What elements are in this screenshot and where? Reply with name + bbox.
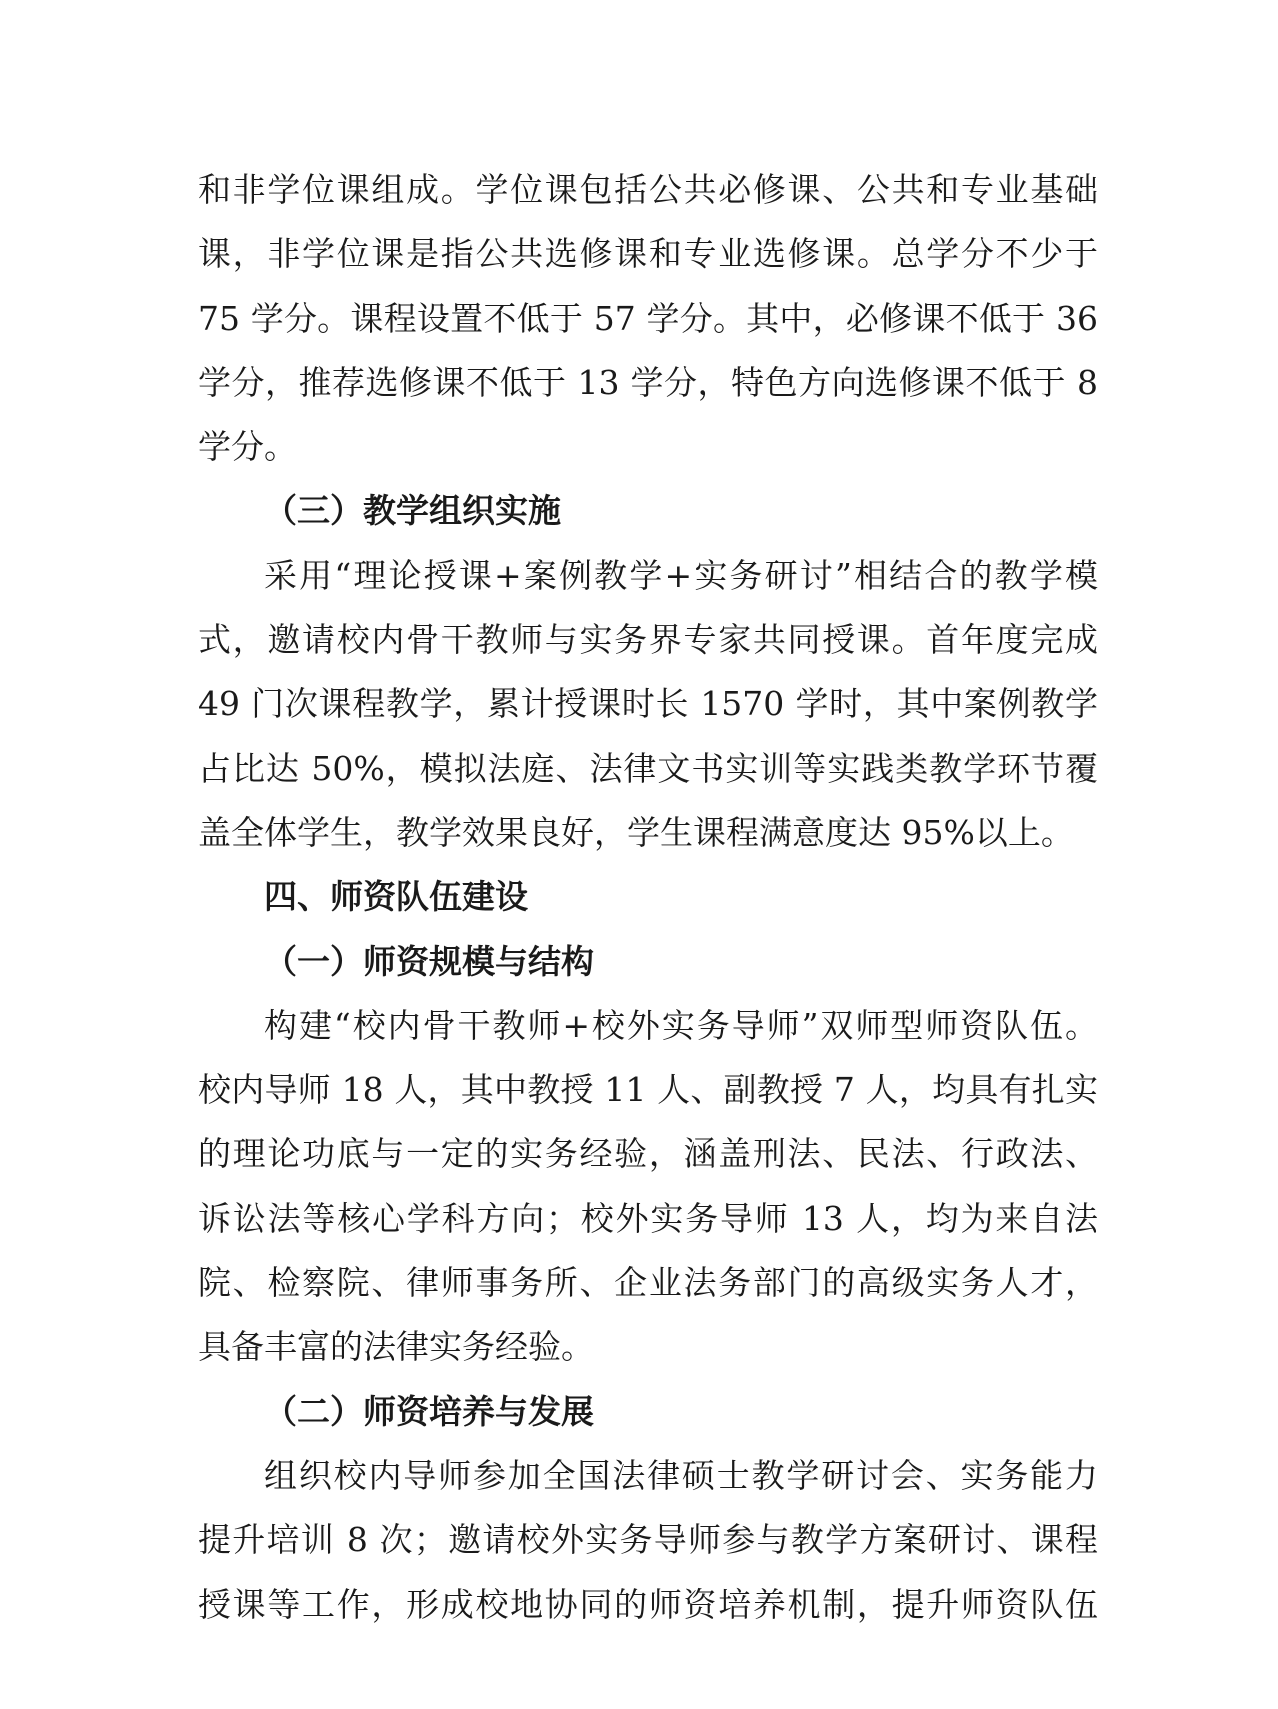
text-line: 具备丰富的法律实务经验。 xyxy=(198,1327,594,1367)
subheading-faculty-scale: （一）师资规模与结构 xyxy=(264,941,594,981)
text-line: 构建“校内骨干教师+校外实务导师”双师型师资队伍。 xyxy=(264,1005,1098,1045)
subheading-faculty-development: （二）师资培养与发展 xyxy=(264,1391,594,1431)
paragraph-curriculum-credits xyxy=(198,158,1098,479)
text-line: 学分。 xyxy=(198,427,297,467)
text-line: 校内导师 18 人，其中教授 11 人、副教授 7 人，均具有扎实 xyxy=(198,1070,1098,1110)
text-line: 学分，推荐选修课不低于 13 学分，特色方向选修课不低于 8 xyxy=(198,362,1098,402)
text-line: 组织校内导师参加全国法律硕士教学研讨会、实务能力 xyxy=(264,1455,1098,1495)
text-line: 盖全体学生，教学效果良好，学生课程满意度达 95%以上。 xyxy=(198,812,1074,852)
text-line: 院、检察院、律师事务所、企业法务部门的高级实务人才， xyxy=(198,1263,1098,1303)
paragraph-teaching-mode xyxy=(198,544,1098,865)
text-line: 和非学位课组成。学位课包括公共必修课、公共和专业基础 xyxy=(198,170,1098,209)
text-line: 采用“理论授课+案例教学+实务研讨”相结合的教学模 xyxy=(264,555,1098,595)
text-line: 课，非学位课是指公共选修课和专业选修课。总学分不少于 xyxy=(198,234,1098,274)
paragraph-faculty-structure xyxy=(198,994,1098,1380)
heading-faculty-construction: 四、师资队伍建设 xyxy=(264,877,528,917)
text-line: 的理论功底与一定的实务经验，涵盖刑法、民法、行政法、 xyxy=(198,1134,1098,1174)
text-line: 占比达 50%，模拟法庭、法律文书实训等实践类教学环节覆 xyxy=(198,748,1098,788)
text-line: 75 学分。课程设置不低于 57 学分。其中，必修课不低于 36 xyxy=(198,298,1098,338)
paragraph-faculty-training xyxy=(198,1444,1098,1637)
text-line: 诉讼法等核心学科方向；校外实务导师 13 人，均为来自法 xyxy=(198,1198,1098,1238)
text-line: 49 门次课程教学，累计授课时长 1570 学时，其中案例教学 xyxy=(198,684,1098,724)
text-line: 式，邀请校内骨干教师与实务界专家共同授课。首年度完成 xyxy=(198,620,1098,660)
text-line: 提升培训 8 次；邀请校外实务导师参与教学方案研讨、课程 xyxy=(198,1520,1098,1560)
subheading-teaching-implementation: （三）教学组织实施 xyxy=(264,491,561,531)
text-line: 授课等工作，形成校地协同的师资培养机制，提升师资队伍 xyxy=(198,1584,1098,1624)
document-body xyxy=(198,158,1098,1637)
